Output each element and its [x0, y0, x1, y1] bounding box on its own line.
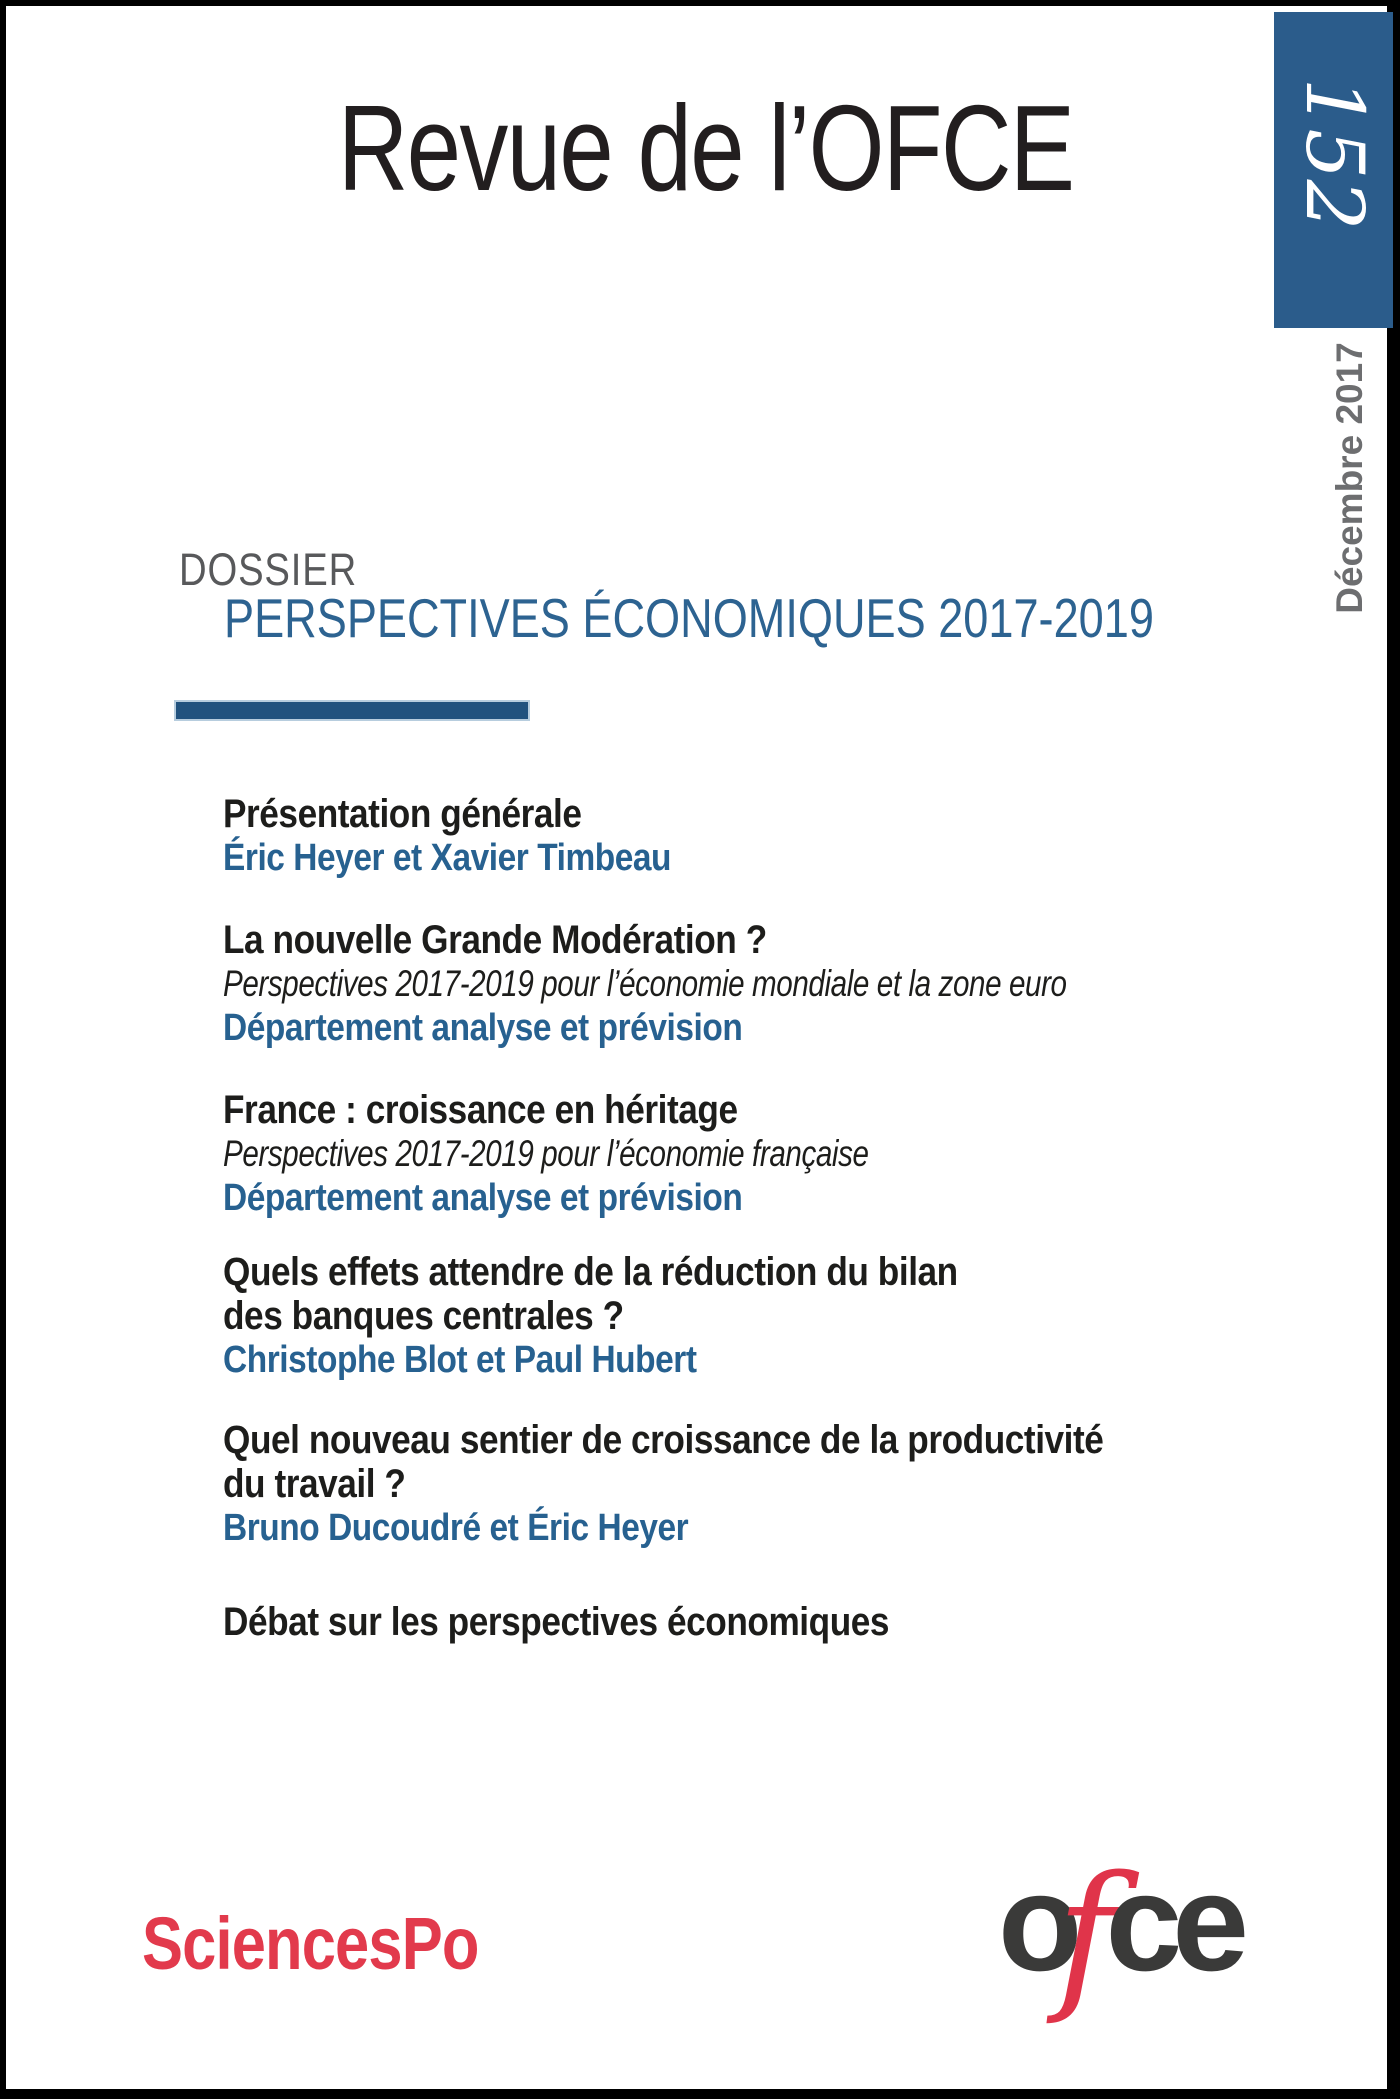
ofce-logo-o: o	[998, 1846, 1073, 2000]
dossier-label: DOSSIER	[179, 544, 358, 595]
article-entry	[223, 918, 1343, 1050]
article-authors: Département analyse et prévision	[223, 1007, 743, 1049]
ofce-logo-ce: ce	[1105, 1846, 1240, 2000]
journal-title	[6, 78, 1400, 218]
article-subtitle: Perspectives 2017-2019 pour l’économie mondiale et la zone euro	[223, 963, 1067, 1004]
article-title: La nouvelle Grande Modération ?	[223, 918, 767, 962]
article-subtitle: Perspectives 2017-2019 pour l’économie française	[223, 1133, 869, 1174]
article-entry	[223, 1418, 1343, 1550]
article-authors: Bruno Ducoudré et Éric Heyer	[223, 1507, 689, 1549]
issue-number: 152	[1287, 77, 1381, 231]
article-entry	[223, 1088, 1343, 1220]
article-title: France : croissance en héritage	[223, 1088, 738, 1132]
article-title: Quel nouveau sentier de croissance de la productivité	[223, 1418, 1104, 1462]
article-entry	[223, 1600, 1343, 1644]
article-entry	[223, 792, 1343, 880]
publication-date: Décembre 2017	[1329, 342, 1370, 614]
ofce-logo	[998, 1841, 1240, 2028]
article-title: des banques centrales ?	[223, 1294, 624, 1338]
issue-banner	[1274, 12, 1393, 328]
article-title: Quels effets attendre de la réduction du bilan	[223, 1250, 958, 1294]
article-authors: Éric Heyer et Xavier Timbeau	[223, 837, 672, 879]
article-authors: Christophe Blot et Paul Hubert	[223, 1339, 697, 1381]
article-title: Présentation générale	[223, 792, 582, 836]
article-title: du travail ?	[223, 1462, 406, 1506]
table-of-contents	[223, 792, 1343, 1644]
dossier-title: PERSPECTIVES ÉCONOMIQUES 2017-2019	[224, 587, 1154, 649]
ofce-logo-f: f	[1056, 1841, 1112, 2028]
journal-title-text: Revue de l’OFCE	[338, 80, 1074, 216]
article-authors: Département analyse et prévision	[223, 1177, 743, 1219]
sciencespo-logo: SciencesPo	[142, 1902, 479, 1985]
article-entry	[223, 1250, 1343, 1382]
accent-bar	[174, 700, 530, 721]
article-title: Débat sur les perspectives économiques	[223, 1600, 890, 1644]
